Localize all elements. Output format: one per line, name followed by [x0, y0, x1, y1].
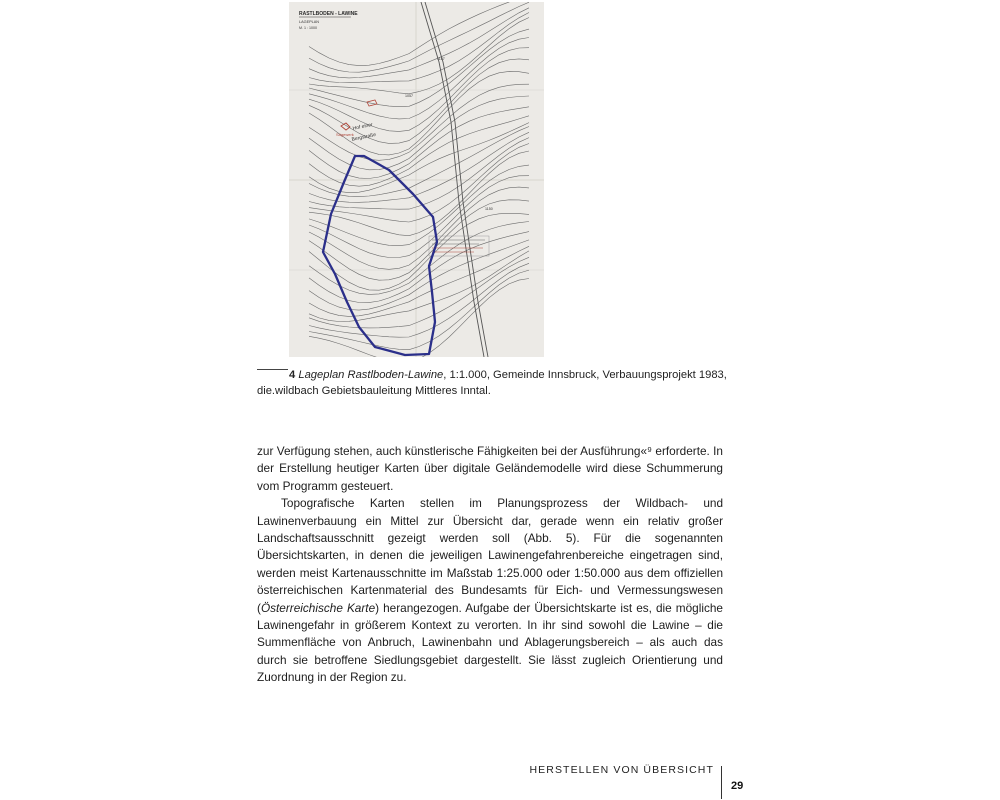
map-label-1: Hof einer — [352, 121, 374, 132]
map-label-4: 1150 — [485, 207, 493, 211]
paragraph-2-part-a: Topografische Karten stellen im Planungsprozess der Wildbach- und Lawinenverbauung ein Mittel zur Übersicht dar, gerade wenn ein relativ großer Landschaftsausschnitt gezeigt werden soll (Abb. 5). Für die sogenannten Übersichtskarten, in denen die jeweiligen Lawinengefahrenbereiche eingetragen sind, werden meist Kartenausschnitte im Maßstab 1:25.000 oder 1:50.000 aus dem offiziellen österreichischen Kartenmaterial des Bundesamts für Eich- und Vermessungswesen ( — [257, 496, 723, 615]
site-plan-map — [289, 2, 544, 357]
caption-title: Lageplan Rastlboden-Lawine — [298, 369, 444, 381]
caption-text-1: , 1:1.000, Gemeinde Innsbruck, Verbauungsprojekt 1983, — [443, 369, 727, 381]
map-figure — [289, 2, 544, 357]
paragraph-2-italic: Österreichische Karte — [260, 600, 376, 615]
map-label-3: 1187 — [437, 57, 445, 61]
map-label-2: Bergstraße — [351, 131, 377, 143]
caption-number: 4 — [289, 369, 296, 381]
figure-caption — [257, 368, 727, 399]
map-label-5: 1057 — [405, 94, 413, 98]
red-label: Sägewerk — [336, 132, 354, 137]
paragraph-2 — [257, 495, 723, 686]
body-text — [257, 443, 723, 687]
paragraph-2-part-b: ) herangezogen. Aufgabe der Übersichtskarte ist es, die mögliche Lawinengefahr in größerem Kontext zu verorten. In ihr sind sowohl die Lawine – die Summenfläche von Anbruch, Lawinenbahn und Ablagerungsbereich – als auch das durch sie betroffene Siedlungsgebiet dargestellt. Sie lässt zugleich Orientierung und Zuordnung in der Region zu. — [257, 600, 723, 685]
map-header-sub: LAGEPLAN — [299, 20, 320, 24]
footer-rule — [721, 766, 722, 799]
paragraph-1: zur Verfügung stehen, auch künstlerische Fähigkeiten bei der Ausführung«⁹ erforderte. In der Erstellung heutiger Karten über digitale Geländemodelle wird diese Schummerung vom Programm gesteuert. — [257, 444, 723, 493]
page-number: 29 — [731, 780, 744, 792]
map-header-title: RASTLBODEN - LAWINE — [299, 11, 358, 17]
map-header-scale: M. 1 : 1000 — [299, 26, 317, 30]
running-head: HERSTELLEN VON ÜBERSICHT — [529, 764, 714, 776]
caption-text-2: die.wildbach Gebietsbauleitung Mittleres Inntal. — [257, 384, 491, 397]
